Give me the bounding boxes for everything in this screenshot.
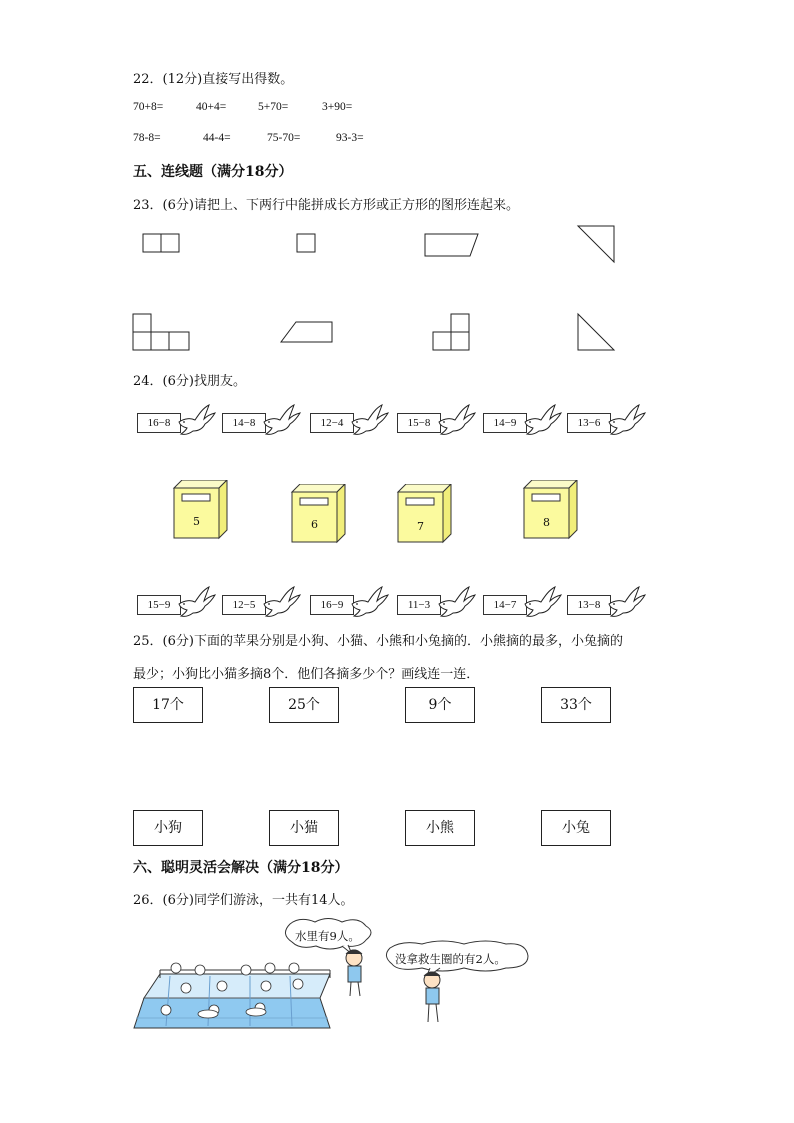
shape-l-tromino[interactable] [133, 314, 189, 350]
mailbox-number: 6 [311, 518, 318, 531]
section5-title: 五、连线题（满分18分） [133, 164, 293, 180]
tag-top-6[interactable]: 13−6 [567, 413, 611, 433]
calc-22-4: 3+90= [322, 101, 353, 113]
calc-22-6: 44-4= [203, 132, 231, 144]
q25-line1: 25．(6分)下面的苹果分别是小狗、小猫、小熊和小兔摘的．小熊摘的最多，小兔摘的 [133, 634, 623, 649]
q22-title: 22．(12分)直接写出得数。 [133, 72, 294, 87]
tag-top-5[interactable]: 14−9 [483, 413, 527, 433]
calc-22-5: 78-8= [133, 132, 161, 144]
tag-top-1[interactable]: 16−8 [137, 413, 181, 433]
shape-small-square[interactable] [297, 234, 315, 252]
amount-box-4[interactable]: 33个 [541, 687, 611, 723]
dove-icon-bottom-4 [437, 586, 477, 618]
section6-title: 六、聪明灵活会解决（满分18分） [133, 860, 349, 876]
mailbox-3[interactable] [396, 484, 454, 544]
tag-bottom-5[interactable]: 14−7 [483, 595, 527, 615]
tag-bottom-2[interactable]: 12−5 [222, 595, 266, 615]
dove-icon-top-4 [437, 404, 477, 436]
dove-icon-top-1 [177, 404, 217, 436]
amount-box-2[interactable]: 25个 [269, 687, 339, 723]
q23-shapes [0, 0, 794, 360]
tag-bottom-4[interactable]: 11−3 [397, 595, 441, 615]
child-figure-icon [424, 972, 440, 1022]
animal-box-dog[interactable]: 小狗 [133, 810, 203, 846]
calc-22-2: 40+4= [196, 101, 227, 113]
shape-parallelogram-top[interactable] [425, 234, 478, 256]
tag-bottom-3[interactable]: 16−9 [310, 595, 354, 615]
shape-step-tromino[interactable] [433, 314, 469, 350]
dove-icon-bottom-2 [262, 586, 302, 618]
tag-top-4[interactable]: 15−8 [397, 413, 441, 433]
child-figure-icon [346, 950, 362, 996]
amount-box-3[interactable]: 9个 [405, 687, 475, 723]
dove-icon-top-3 [350, 404, 390, 436]
shape-triangle-top[interactable] [578, 226, 614, 262]
dove-icon-bottom-3 [350, 586, 390, 618]
q25-line2: 最少；小狗比小猫多摘8个．他们各摘多少个？画线连一连． [133, 667, 480, 682]
q24-title: 24．(6分)找朋友。 [133, 374, 246, 389]
calc-22-1: 70+8= [133, 101, 164, 113]
bubble-text-no-lifebuoy: 没拿救生圈的有2人。 [395, 952, 506, 966]
shape-two-squares[interactable] [143, 234, 179, 252]
mailbox-icon [172, 480, 230, 540]
animal-box-bear[interactable]: 小熊 [405, 810, 475, 846]
tag-bottom-6[interactable]: 13−8 [567, 595, 611, 615]
calc-22-3: 5+70= [258, 101, 289, 113]
dove-icon-bottom-1 [177, 586, 217, 618]
mailbox-icon [290, 484, 348, 544]
animal-box-cat[interactable]: 小猫 [269, 810, 339, 846]
shape-parallelogram-bottom[interactable] [281, 322, 332, 342]
tag-top-3[interactable]: 12−4 [310, 413, 354, 433]
animal-box-rabbit[interactable]: 小兔 [541, 810, 611, 846]
dove-icon-top-2 [262, 404, 302, 436]
shape-triangle-bottom[interactable] [578, 314, 614, 350]
calc-22-8: 93-3= [336, 132, 364, 144]
mailbox-2[interactable] [290, 484, 348, 544]
q23-title: 23．(6分)请把上、下两行中能拼成长方形或正方形的图形连起来。 [133, 198, 519, 213]
mailbox-number: 7 [417, 520, 424, 533]
dove-icon-top-5 [523, 404, 563, 436]
tag-top-2[interactable]: 14−8 [222, 413, 266, 433]
mailbox-1[interactable] [172, 480, 230, 540]
mailbox-number: 8 [543, 516, 550, 529]
dove-icon-top-6 [607, 404, 647, 436]
dove-icon-bottom-6 [607, 586, 647, 618]
pool-icon [134, 970, 330, 1028]
q26-title: 26．(6分)同学们游泳，一共有14人。 [133, 893, 354, 908]
dove-icon-bottom-5 [523, 586, 563, 618]
mailbox-number: 5 [193, 515, 200, 528]
mailbox-4[interactable] [522, 480, 580, 540]
mailbox-icon [522, 480, 580, 540]
calc-22-7: 75-70= [267, 132, 301, 144]
tag-bottom-1[interactable]: 15−9 [137, 595, 181, 615]
bubble-text-water: 水里有9人。 [295, 929, 360, 943]
amount-box-1[interactable]: 17个 [133, 687, 203, 723]
mailbox-icon [396, 484, 454, 544]
